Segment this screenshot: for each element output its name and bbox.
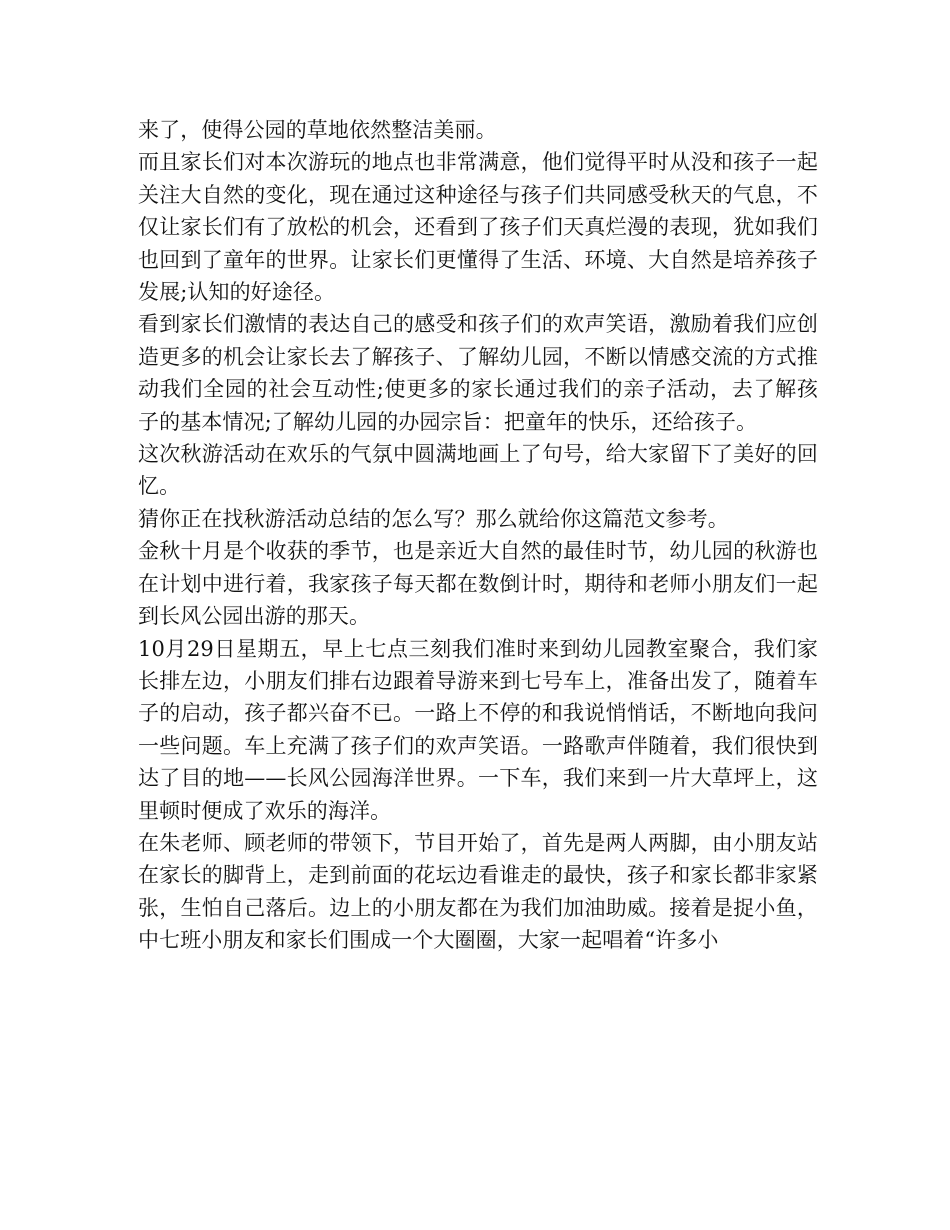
document-body — [138, 114, 818, 957]
paragraph-5: 猜你正在找秋游活动总结的怎么写？那么就给你这篇范文参考。 — [138, 506, 729, 531]
paragraph-7: 10月29日星期五，早上七点三刻我们准时来到幼儿园教室聚合，我们家长排左边，小朋友们排右边跟着导游来到七号车上，准备出发了，随着车子的启动，孩子都兴奋不已。一路上不停的和我说悄悄话，不断地向我问一些问题。车上充满了孩子们的欢声笑语。一路歌声伴随着，我们很快到达了目的地——长风公园海洋世界。一下车，我们来到一片大草坪上，这里顿时便成了欢乐的海洋。 — [138, 636, 818, 823]
paragraph-1: 来了，使得公园的草地依然整洁美丽。 — [138, 118, 497, 142]
paragraph-2: 而且家长们对本次游玩的地点也非常满意，他们觉得平时从没和孩子一起关注大自然的变化，现在通过这种途径与孩子们共同感受秋天的气息，不仅让家长们有了放松的机会，还看到了孩子们天真烂漫的表现，犹如我们也回到了童年的世界。让家长们更懂得了生活、环境、大自然是培养孩子发展;认知的好途径。 — [138, 150, 818, 305]
paragraph-6: 金秋十月是个收获的季节，也是亲近大自然的最佳时节，幼儿园的秋游也在计划中进行着，我家孩子每天都在数倒计时，期待和老师小朋友们一起到长风公园出游的那天。 — [138, 539, 818, 629]
paragraph-4: 这次秋游活动在欢乐的气氛中圆满地画上了句号，给大家留下了美好的回忆。 — [138, 442, 818, 499]
paragraph-8: 在朱老师、顾老师的带领下，节目开始了，首先是两人两脚，由小朋友站在家长的脚背上，走到前面的花坛边看谁走的最快，孩子和家长都非家紧张，生怕自己落后。边上的小朋友都在为我们加油助威。接着是捉小鱼，中七班小朋友和家长们围成一个大圈圈，大家一起唱着“许多小 — [138, 830, 818, 953]
paragraph-3: 看到家长们激情的表达自己的感受和孩子们的欢声笑语，激励着我们应创造更多的机会让家长去了解孩子、了解幼儿园，不断以情感交流的方式推动我们全园的社会互动性;使更多的家长通过我们的亲子活动，去了解孩子的基本情况;了解幼儿园的办园宗旨：把童年的快乐，还给孩子。 — [138, 312, 818, 434]
